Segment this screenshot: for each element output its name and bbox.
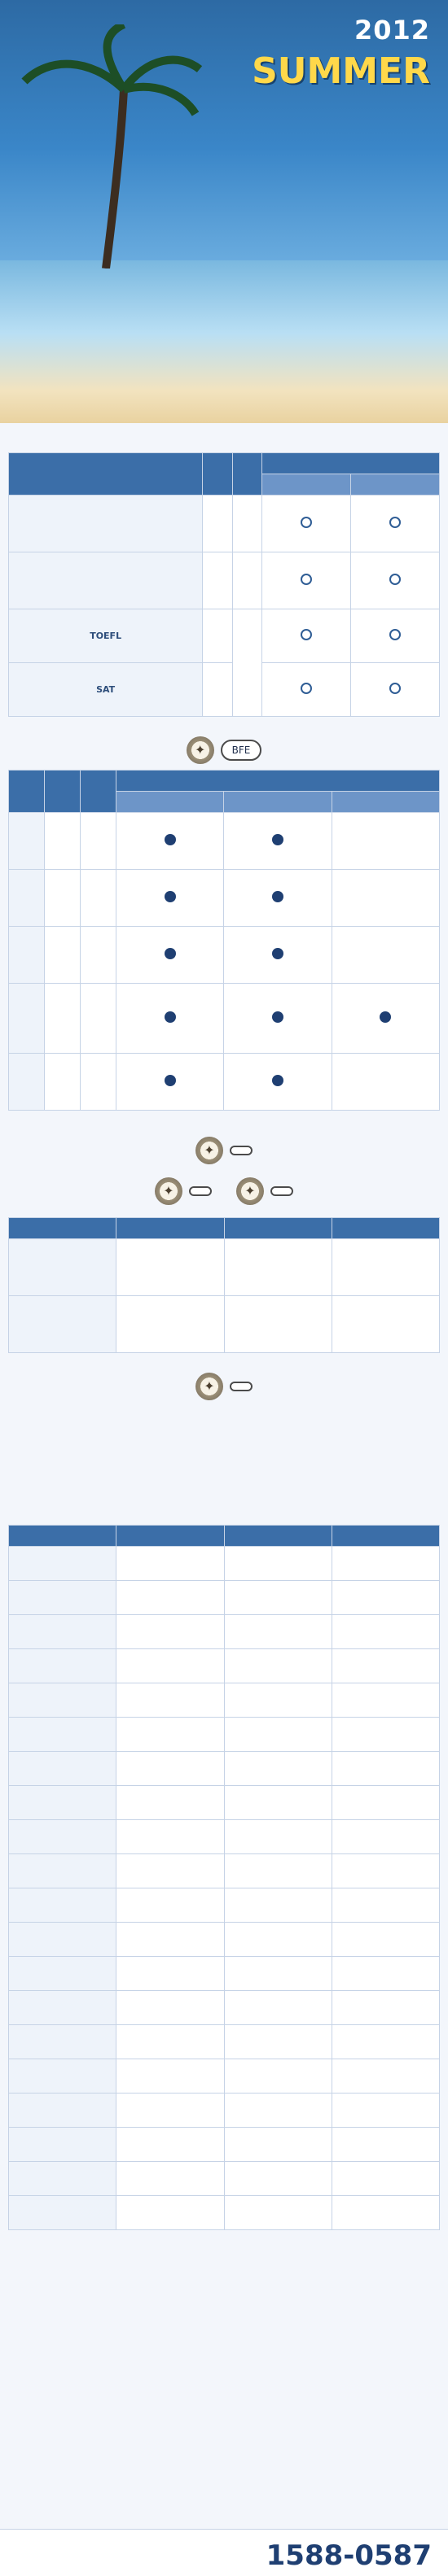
contact-phone[interactable]: 1588-0587 [266, 2539, 432, 2572]
table-row: SAT [9, 663, 440, 717]
table-row [9, 813, 440, 870]
availability-dot [224, 1054, 332, 1111]
availability-dot [116, 870, 224, 927]
table-header [116, 1218, 224, 1239]
table-row [9, 1581, 440, 1615]
table-row [9, 2025, 440, 2059]
section-1-table [8, 452, 440, 717]
section-2 [8, 749, 440, 1212]
availability-dot [224, 984, 332, 1054]
table-row [9, 1054, 440, 1111]
table-header [45, 771, 81, 813]
table-header-sub [350, 474, 439, 496]
table-row [9, 2094, 440, 2128]
table-row [9, 1820, 440, 1854]
section-3-note [8, 1360, 440, 1366]
table-row [9, 496, 440, 552]
table-header [224, 1526, 332, 1547]
table-header [9, 453, 203, 496]
section-2-badge-row [8, 1130, 440, 1171]
availability-dot [224, 813, 332, 870]
table-row [9, 1239, 440, 1296]
availability-circle [350, 609, 439, 663]
table-row [9, 1615, 440, 1649]
table-header [9, 1218, 116, 1239]
table-row [9, 1991, 440, 2025]
hero-title-line1: 2012 [354, 15, 430, 46]
table-row [9, 927, 440, 984]
hero-title-line2: SUMMER [252, 50, 430, 92]
section-3-badge-row [8, 1366, 440, 1407]
location-badge[interactable] [195, 1373, 253, 1400]
availability-circle [350, 496, 439, 552]
table-row [9, 1752, 440, 1786]
section-4 [8, 1465, 440, 2230]
table-header [261, 453, 439, 474]
table-header [232, 453, 261, 496]
table-header-sub [224, 792, 332, 813]
table-row [9, 1547, 440, 1581]
compass-icon [195, 1137, 223, 1164]
table-row [9, 2059, 440, 2094]
section-4-title [8, 1465, 440, 1486]
table-row [9, 1296, 440, 1353]
availability-dot [116, 1054, 224, 1111]
section-3-title [8, 1196, 440, 1217]
location-pill: BFE [221, 740, 262, 761]
table-row [9, 1786, 440, 1820]
section-4-link[interactable] [8, 1486, 440, 1492]
table-header [9, 771, 45, 813]
location-pill [230, 1382, 253, 1391]
availability-dot [116, 984, 224, 1054]
table-header [332, 1526, 439, 1547]
table-row [9, 2162, 440, 2196]
availability-dot [224, 927, 332, 984]
section-4-note [8, 1505, 440, 1512]
section-4-note [8, 1492, 440, 1499]
section-3 [8, 1196, 440, 1407]
section-4-note [8, 1499, 440, 1505]
availability-circle [350, 663, 439, 717]
table-header [224, 1218, 332, 1239]
table-row [9, 1649, 440, 1683]
section-1-note [8, 717, 440, 723]
table-row: TOEFL [9, 609, 440, 663]
table-row [9, 1957, 440, 1991]
availability-circle [350, 552, 439, 609]
location-pill [270, 1186, 293, 1196]
table-row [9, 2128, 440, 2162]
table-header [9, 1526, 116, 1547]
table-row [9, 1718, 440, 1752]
table-header-sub [116, 792, 224, 813]
compass-icon [195, 1373, 223, 1400]
section-1 [8, 431, 440, 771]
table-row [9, 2196, 440, 2230]
availability-dot [116, 927, 224, 984]
hero-banner [0, 0, 448, 423]
section-4-table [8, 1525, 440, 2230]
availability-circle [261, 496, 350, 552]
section-2-note [8, 1117, 440, 1124]
table-header-sub [261, 474, 350, 496]
palm-tree-icon [16, 24, 204, 269]
section-4-note [8, 1512, 440, 1518]
availability-dot [224, 870, 332, 927]
location-pill [230, 1146, 253, 1155]
table-header [332, 1218, 439, 1239]
section-2-title [8, 749, 440, 770]
section-1-title [8, 431, 440, 452]
table-header [116, 771, 440, 792]
table-header-sub [332, 792, 439, 813]
table-row [9, 870, 440, 927]
section-4-note [8, 1518, 440, 1525]
table-row [9, 1854, 440, 1888]
availability-dot [332, 984, 439, 1054]
table-header [203, 453, 232, 496]
section-1-note [8, 723, 440, 730]
table-row [9, 1888, 440, 1923]
table-row [9, 1923, 440, 1957]
section-3-table [8, 1217, 440, 1353]
table-header [81, 771, 116, 813]
beach-background [0, 260, 448, 423]
section-2-table [8, 770, 440, 1111]
location-badge[interactable] [195, 1137, 253, 1164]
section-3-note [8, 1353, 440, 1360]
availability-circle [261, 609, 350, 663]
table-row [9, 984, 440, 1054]
availability-circle [261, 552, 350, 609]
table-row [9, 1683, 440, 1718]
table-row [9, 552, 440, 609]
contact-footer [0, 2529, 448, 2576]
location-pill [189, 1186, 212, 1196]
table-header [116, 1526, 224, 1547]
availability-circle [261, 663, 350, 717]
section-2-note [8, 1124, 440, 1130]
section-2-note [8, 1111, 440, 1117]
availability-dot [116, 813, 224, 870]
